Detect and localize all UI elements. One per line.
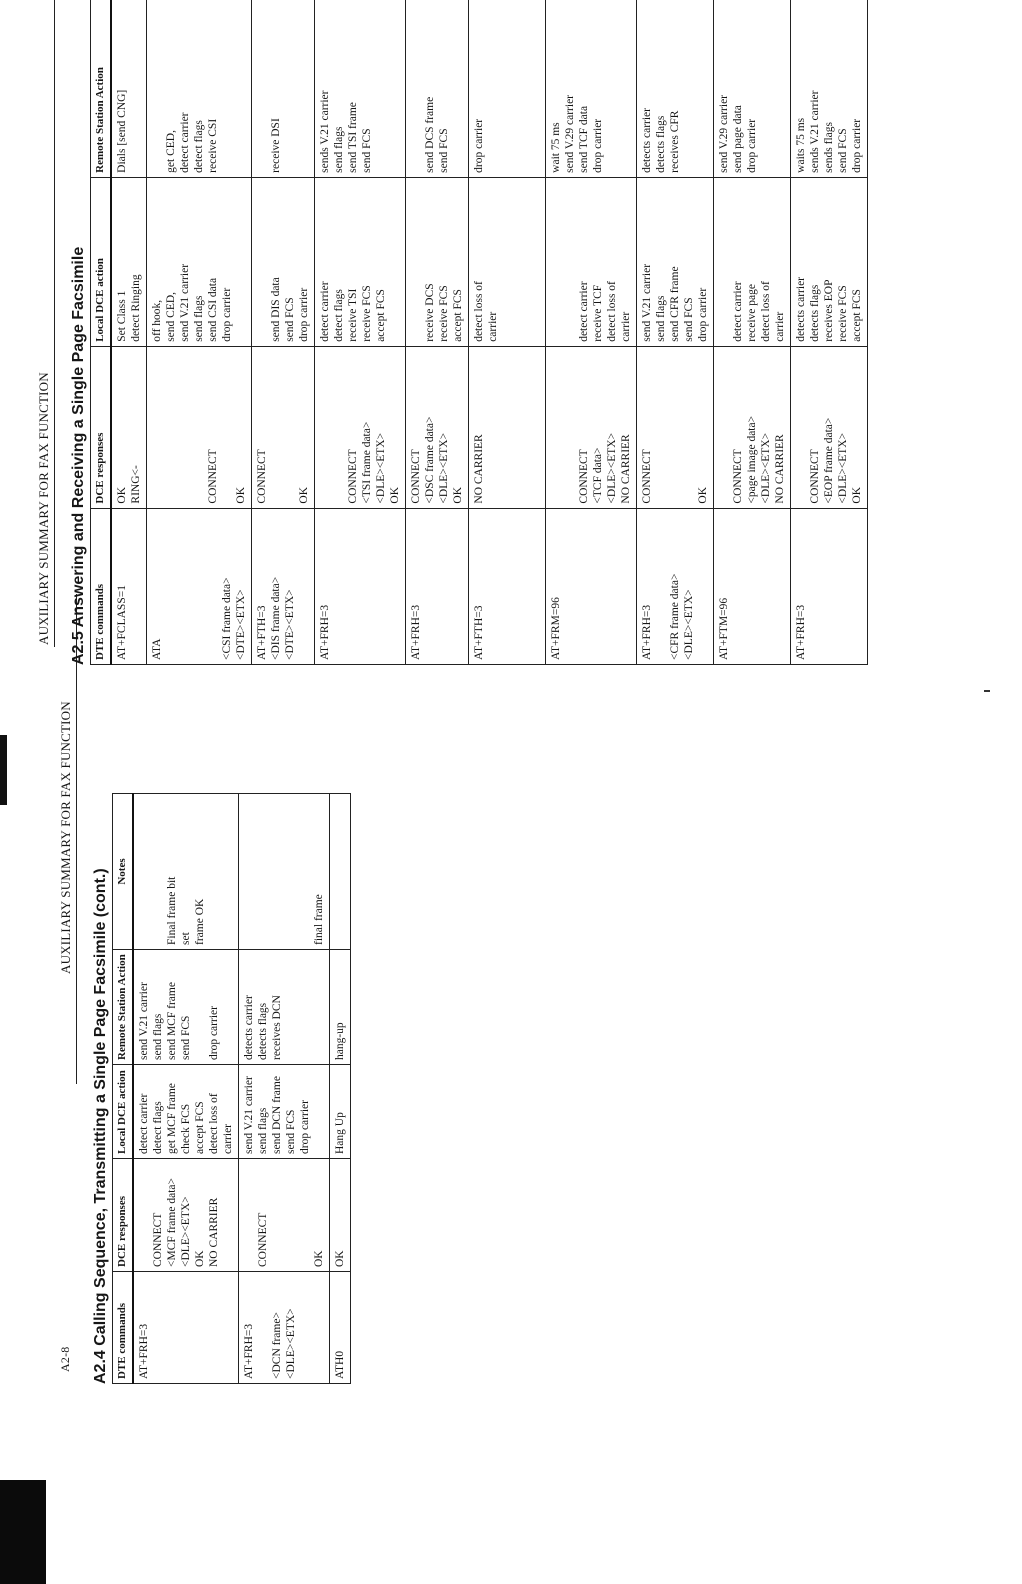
cell-line [284,1163,298,1267]
cell-line: receive FCS [438,285,450,342]
dte-commands-cell [406,508,469,664]
cell-line: NO CARRIER [208,1197,220,1267]
cell-line: receives CFR [669,110,681,173]
table-row [406,0,469,665]
cell-line: send V.29 carrier [718,94,730,173]
cell-line [150,0,164,173]
cell-line: OK [697,486,709,504]
cell-line: CONNECT [257,1212,269,1267]
remote-station-action-cell [406,0,469,177]
section-title: A2.4 Calling Sequence, Transmitting a Single Page Facsimile (cont.) [92,868,109,1384]
cell-line: get CED, [165,130,177,173]
dte-commands-cell [714,508,791,664]
cell-line: send DIS data [270,277,282,342]
table-row [315,0,406,665]
cell-line [220,351,234,504]
local-dce-action-cell [791,177,868,346]
cell-line: ATH0 [334,1350,346,1379]
cell-line: send CED, [165,291,177,342]
cell-line [668,351,682,504]
calling-sequence-table [112,793,351,1384]
cell-line: AT+FRM=96 [550,597,562,660]
cell-line: <DCN frame> [271,1312,283,1379]
cell-line: detect flags [193,120,205,173]
cell-line: set [180,932,192,945]
cell-line: detects flags [257,1002,269,1060]
dce-responses-cell [637,346,714,508]
cell-line [549,182,563,342]
table-row [469,0,546,665]
cell-line: Set Class 1 [116,290,128,342]
cell-line [137,798,151,945]
cell-line: detect flags [152,1101,164,1154]
cell-line: drop carrier [851,118,863,173]
column-header: Notes [113,794,134,950]
cell-line: receive TSI [347,288,359,342]
cell-line: <MCF frame data> [166,1178,178,1267]
dce-responses-cell [546,346,637,508]
cell-line: receive DSI [270,118,282,173]
dce-responses-cell [791,346,868,508]
page-a2-8 [52,554,382,1384]
cell-line: NO CARRIER [620,434,632,504]
cell-line: OK [389,486,401,504]
cell-line: drop carrier [299,1100,311,1154]
table-header-row [91,0,112,665]
column-header: DCE responses [91,346,112,508]
cell-line: receive DCS [424,283,436,342]
cell-line [150,351,164,504]
local-dce-action-cell [133,1065,239,1159]
dce-responses-cell [714,346,791,508]
cell-line [137,1163,151,1267]
cell-line: CONNECT [809,449,821,504]
cell-line: Dials [send CNG] [116,89,128,173]
table-row [239,794,330,1384]
cell-line: detect carrier [319,281,331,342]
cell-line: detect loss of [473,281,485,342]
cell-line: OK [235,486,247,504]
column-header: DTE commands [91,508,112,664]
cell-line [717,351,731,504]
local-dce-action-cell [469,177,546,346]
cell-line [654,351,668,504]
cell-line: send V.21 carrier [641,263,653,342]
column-header: Local DCE action [91,177,112,346]
cell-line: carrier [774,311,786,342]
cell-line: AT+FTH=3 [256,605,268,660]
cell-line [682,351,696,504]
cell-line [654,513,668,660]
cell-line: send V.21 carrier [243,1076,255,1154]
cell-line: detect carrier [578,281,590,342]
cell-line: detect loss of [760,281,772,342]
cell-line: AT+FTM=96 [718,597,730,660]
cell-line: accept FCS [452,289,464,342]
cell-line: AT+FTH=3 [473,605,485,660]
table-row [133,794,239,1384]
cell-line: receive CSI [207,118,219,173]
cell-line: get MCF frame [166,1083,178,1154]
remote-station-action-cell [546,0,637,177]
cell-line [298,1163,312,1267]
cell-line: NO CARRIER [774,434,786,504]
cell-line: receives DCN [271,995,283,1060]
cell-line [164,513,178,660]
cell-line [192,351,206,504]
cell-line: send FCS [837,128,849,173]
cell-line: <DLE><ETX> [683,589,695,660]
cell-line: AT+FRH=3 [319,604,331,660]
cell-line: send FCS [180,1015,192,1060]
cell-line: send FCS [683,297,695,342]
cell-line: OK [851,486,863,504]
cell-line: <DLE><ETX> [606,432,618,504]
cell-line: frame OK [194,898,206,945]
local-dce-action-cell [315,177,406,346]
cell-line: drop carrier [221,287,233,342]
cell-line: drop carrier [746,118,758,173]
cell-line: <TCF data> [592,447,604,504]
cell-line: send TSI frame [347,102,359,173]
cell-line: detects flags [809,284,821,342]
cell-line: OK [298,486,310,504]
dte-commands-cell [252,508,315,664]
cell-line: drop carrier [298,287,310,342]
cell-line [549,351,563,504]
cell-line: <DTE><ETX> [235,589,247,660]
cell-line [151,798,165,945]
cell-line: receive FCS [361,285,373,342]
cell-line: sends flags [823,122,835,173]
cell-line: receives EOP [823,279,835,342]
notes-cell [330,794,351,950]
cell-line [332,351,346,504]
cell-line: off hook, [151,299,163,342]
cell-line [333,798,347,945]
cell-line [283,351,297,504]
local-dce-action-cell [637,177,714,346]
dce-responses-cell [406,346,469,508]
cell-line: receive FCS [837,285,849,342]
cell-line: <TSI frame data> [361,421,373,504]
header-rule [54,0,55,647]
cell-line: <EOP frame data> [823,417,835,504]
cell-line: send CSI data [207,277,219,342]
cell-line: AT+FRH=3 [795,604,807,660]
cell-line: detect Ringing [130,274,142,342]
cell-line: send flags [152,1013,164,1060]
local-dce-action-cell [546,177,637,346]
remote-station-action-cell [469,0,546,177]
dce-responses-cell [315,346,406,508]
dte-commands-cell [147,508,252,664]
page-header [30,87,60,665]
answering-sequence-table [90,0,868,665]
cell-line: OK [116,486,128,504]
cell-line: carrier [222,1124,234,1154]
cell-line [242,1163,256,1267]
dte-commands-cell [791,508,868,664]
cell-line: detect carrier [732,281,744,342]
remote-station-action-cell [239,950,330,1065]
cell-line: detect loss of [208,1093,220,1154]
cell-line: send MCF frame [166,982,178,1060]
dce-responses-cell [252,346,315,508]
dce-responses-cell [147,346,252,508]
remote-station-action-cell [714,0,791,177]
cell-line: AT+FRH=3 [243,1323,255,1379]
page-header [52,554,82,1384]
table-row [637,0,714,665]
cell-line: sends V.21 carrier [319,90,331,173]
cell-line: send flags [193,295,205,342]
cell-line: AT+FRH=3 [641,604,653,660]
cell-line: CONNECT [410,449,422,504]
cell-line: receive page [746,284,758,342]
cell-line [206,513,220,660]
dce-responses-cell [133,1159,239,1272]
cell-line: send TCF data [578,105,590,173]
cell-line: CONNECT [578,449,590,504]
dte-commands-cell [330,1272,351,1384]
local-dce-action-cell [714,177,791,346]
cell-line: drop carrier [473,118,485,173]
cell-line: Hang Up [334,1112,346,1154]
notes-cell [133,794,239,950]
column-header: DCE responses [113,1159,134,1272]
cell-line: detects carrier [243,995,255,1060]
table-row [111,0,147,665]
cell-line [563,351,577,504]
running-title: AUXILIARY SUMMARY FOR FAX FUNCTION [36,372,51,645]
cell-line: OK [334,1250,346,1267]
cell-line [178,351,192,504]
local-dce-action-cell [111,177,147,346]
scan-edge-shadow [0,1480,46,1584]
cell-line: drop carrier [208,1006,220,1060]
cell-line: send flags [257,1107,269,1154]
cell-line [563,182,577,342]
cell-line: send DCN frame [271,1076,283,1154]
dte-commands-cell [111,508,147,664]
page-a2-9 [30,67,945,665]
cell-line [164,351,178,504]
cell-line: accept FCS [194,1101,206,1154]
remote-station-action-cell [133,950,239,1065]
cell-line: send FCS [438,128,450,173]
cell-line: final frame [313,894,325,945]
dce-responses-cell [330,1159,351,1272]
cell-line: <DIS frame data> [270,576,282,660]
cell-line [409,182,423,342]
remote-station-action-cell [330,950,351,1065]
cell-line: detects carrier [795,276,807,342]
remote-station-action-cell [147,0,252,177]
cell-line [178,513,192,660]
table-row [546,0,637,665]
cell-line [318,351,332,504]
cell-line: drop carrier [592,118,604,173]
cell-line: send CFR frame [669,266,681,342]
running-title: AUXILIARY SUMMARY FOR FAX FUNCTION [58,701,73,974]
table-header-row [113,794,134,1384]
cell-line: <page image data> [746,415,758,504]
cell-line [794,351,808,504]
cell-line: <CFR frame data> [669,573,681,660]
cell-line [242,798,256,945]
local-dce-action-cell [330,1065,351,1159]
cell-line: CONNECT [152,1212,164,1267]
cell-line: detect carrier [138,1093,150,1154]
cell-line: detects carrier [641,108,653,173]
dte-commands-cell [637,508,714,664]
cell-line: AT+FRH=3 [138,1323,150,1379]
dte-commands-cell [469,508,546,664]
cell-line: <DSC frame data> [424,416,436,504]
local-dce-action-cell [147,177,252,346]
cell-line: send V.29 carrier [564,94,576,173]
cell-line: send flags [655,295,667,342]
remote-station-action-cell [111,0,147,177]
cell-line: send page data [732,105,744,173]
cell-line: carrier [620,311,632,342]
cell-line: Final frame bit [166,876,178,945]
remote-station-action-cell [252,0,315,177]
cell-line: AT+FCLASS=1 [116,585,128,660]
dte-commands-cell [133,1272,239,1384]
cell-line [255,0,269,173]
dte-commands-cell [315,508,406,664]
local-dce-action-cell [252,177,315,346]
cell-line: detect carrier [179,112,191,173]
cell-line: send DCS frame [424,96,436,173]
cell-line: CONNECT [732,449,744,504]
cell-line [270,798,284,945]
table-row [791,0,868,665]
cell-line: accept FCS [375,289,387,342]
cell-line: detect flags [333,289,345,342]
cell-line: RING<- [130,465,142,504]
cell-line: carrier [487,311,499,342]
cell-line: send FCS [285,1109,297,1154]
header-rule [76,594,77,1084]
cell-line: <DLE><ETX> [438,432,450,504]
cell-line: OK [194,1250,206,1267]
remote-station-action-cell [791,0,868,177]
column-header: Local DCE action [113,1065,134,1159]
cell-line [284,798,298,945]
cell-line: detect loss of [606,281,618,342]
table-row [252,0,315,665]
cell-line [717,182,731,342]
cell-line: <CSI frame data> [221,577,233,660]
notes-cell [239,794,330,950]
cell-line: <DTE><ETX> [284,589,296,660]
cell-line: OK [313,1250,325,1267]
cell-line [255,182,269,342]
cell-line [256,1276,270,1379]
column-header: Remote Station Action [113,950,134,1065]
cell-line: receive TCF [592,284,604,342]
cell-line: accept FCS [851,289,863,342]
cell-line: wait 75 ms [550,122,562,173]
cell-line: <DLE><ETX> [760,432,772,504]
cell-line: <DLE><ETX> [180,1196,192,1267]
cell-line: <DLE><ETX> [285,1308,297,1379]
section-title: A2.5 Answering and Receiving a Single Page Facsimile [70,246,87,665]
column-header: Remote Station Action [91,0,112,177]
cell-line: hang-up [334,1022,346,1060]
cell-line: check FCS [180,1103,192,1154]
cell-line: ATA [151,638,163,660]
local-dce-action-cell [406,177,469,346]
table-row [714,0,791,665]
cell-line: <DLE><ETX> [837,432,849,504]
dte-commands-cell [239,1272,330,1384]
table-row [147,0,252,665]
cell-line: CONNECT [641,449,653,504]
cell-line [192,513,206,660]
dte-commands-cell [546,508,637,664]
cell-line: <DLE><ETX> [375,432,387,504]
cell-line: NO CARRIER [473,434,485,504]
cell-line [193,954,207,1060]
cell-line: waits 75 ms [795,117,807,173]
cell-line: CONNECT [347,449,359,504]
dce-responses-cell [469,346,546,508]
cell-line: detects flags [655,115,667,173]
cell-line [409,0,423,173]
remote-station-action-cell [315,0,406,177]
cell-line: OK [452,486,464,504]
dce-responses-cell [111,346,147,508]
column-header: DTE commands [113,1272,134,1384]
cell-line: CONNECT [256,449,268,504]
remote-station-action-cell [637,0,714,177]
binding-mark [0,735,7,805]
cell-line: drop carrier [697,287,709,342]
cell-line: send FCS [361,128,373,173]
cell-line [269,351,283,504]
cell-line: send FCS [284,297,296,342]
dce-responses-cell [239,1159,330,1272]
cell-line: send V.21 carrier [179,263,191,342]
page-number: A2-8 [58,1346,72,1372]
local-dce-action-cell [239,1065,330,1159]
cell-line: AT+FRH=3 [410,604,422,660]
cell-line: CONNECT [207,449,219,504]
table-row [330,794,351,1384]
scan-speck [984,690,990,692]
cell-line: send V.21 carrier [138,982,150,1060]
cell-line [270,1163,284,1267]
cell-line: sends V.21 carrier [809,90,821,173]
cell-line: send flags [333,126,345,173]
cell-line [298,798,312,945]
cell-line [256,798,270,945]
